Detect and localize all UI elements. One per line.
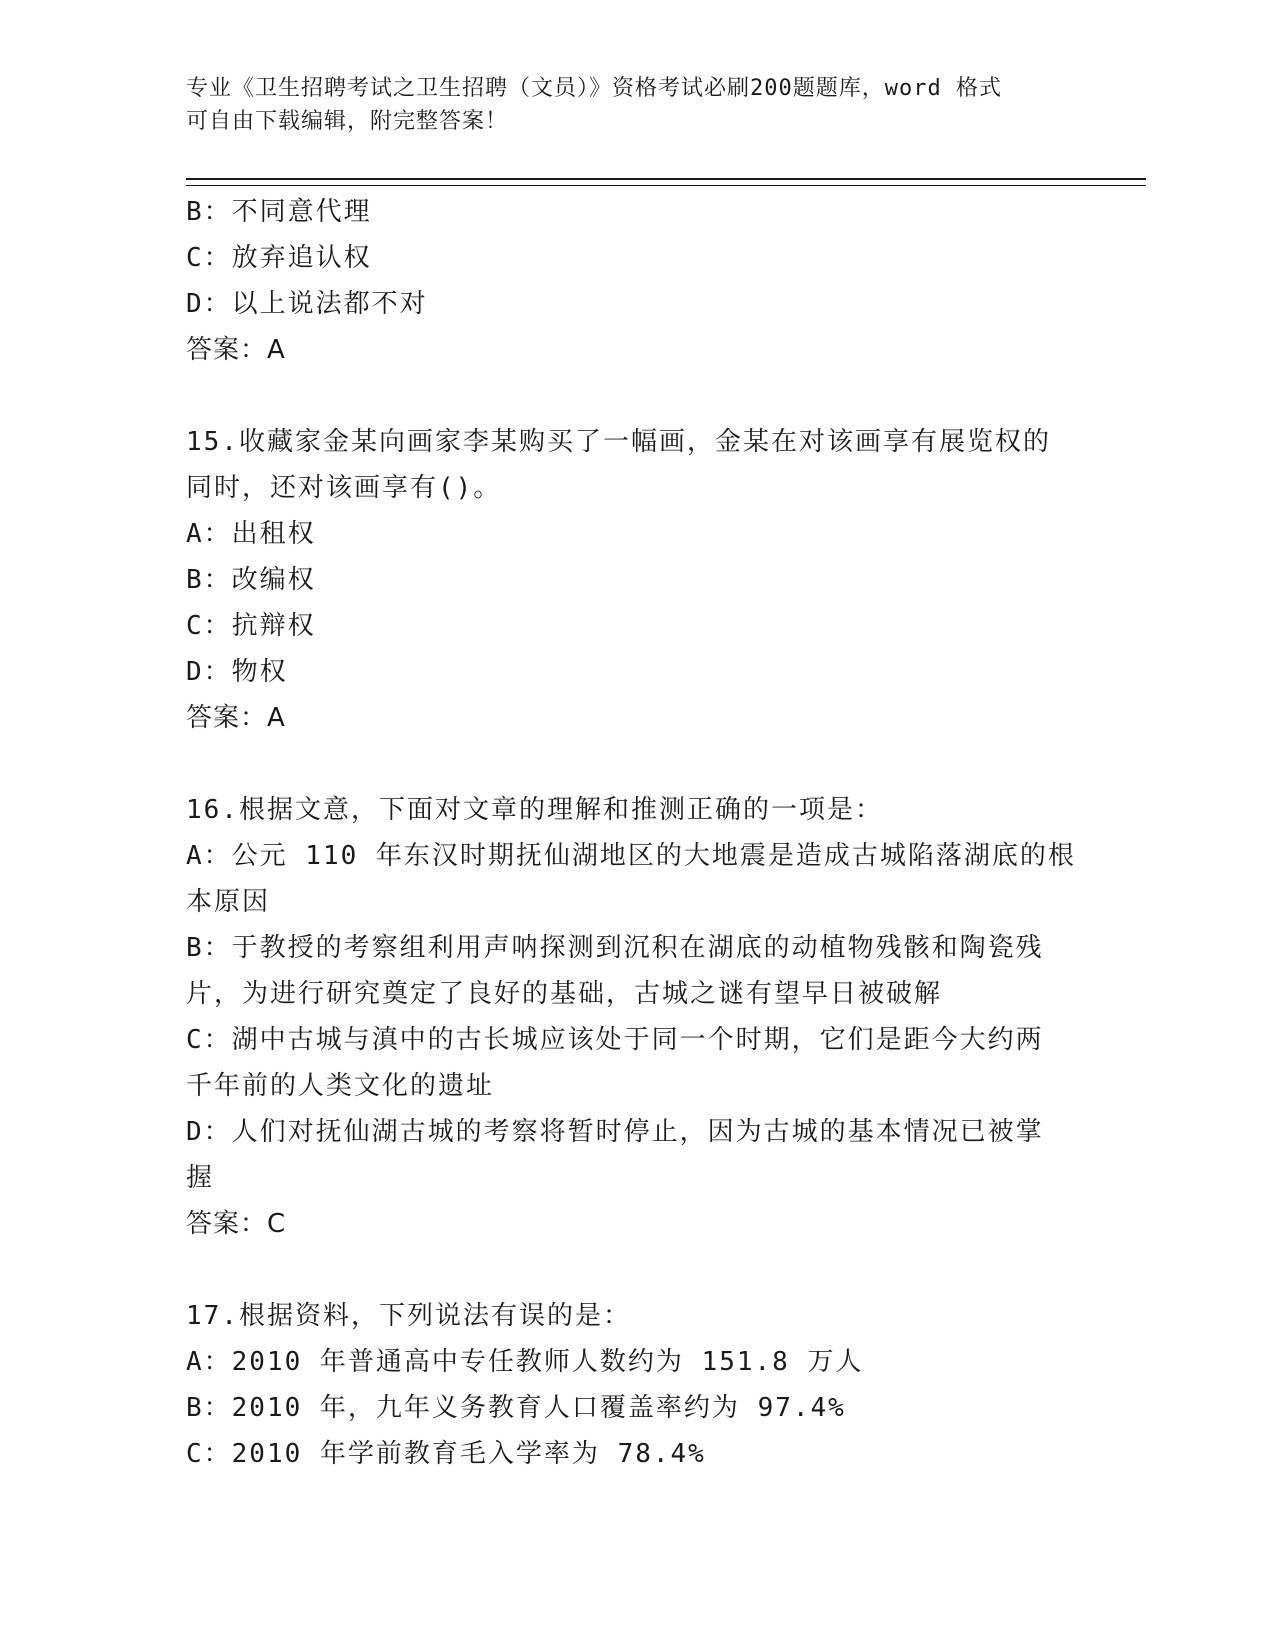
question-17 [186, 1293, 1086, 1477]
option-a: A：2010 年普通高中专任教师人数约为 151.8 万人 [186, 1347, 864, 1377]
header-divider [186, 178, 1146, 186]
option-a-continued: 本原因 [186, 887, 271, 917]
header-line-2: 可自由下载编辑，附完整答案！ [186, 109, 509, 134]
option-d-continued: 握 [186, 1163, 215, 1193]
answer-line: 答案：C [186, 1209, 287, 1239]
question-15 [186, 419, 1086, 741]
option-d: D：人们对抚仙湖古城的考察将暂时停止，因为古城的基本情况已被掌 [186, 1117, 1044, 1147]
question-stem: 15.收藏家金某向画家李某购买了一幅画，金某在对该画享有展览权的 [186, 427, 1051, 457]
question-16 [186, 787, 1086, 1247]
spacer [186, 373, 1086, 419]
option-b-continued: 片，为进行研究奠定了良好的基础，古城之谜有望早日被破解 [186, 979, 943, 1009]
option-a: A：出租权 [186, 519, 316, 549]
question-stem: 16.根据文意，下面对文章的理解和推测正确的一项是： [186, 795, 883, 825]
option-c-continued: 千年前的人类文化的遗址 [186, 1071, 495, 1101]
header-line-1: 专业《卫生招聘考试之卫生招聘（文员）》资格考试必刷200题题库，word 格式 [186, 76, 1002, 101]
option-c: C：2010 年学前教育毛入学率为 78.4% [186, 1439, 706, 1469]
option-b: B：2010 年，九年义务教育人口覆盖率约为 97.4% [186, 1393, 846, 1423]
spacer [186, 1247, 1086, 1293]
option-b: B：不同意代理 [186, 197, 372, 227]
option-c: C：放弃追认权 [186, 243, 372, 273]
option-b: B：改编权 [186, 565, 316, 595]
option-a: A：公元 110 年东汉时期抚仙湖地区的大地震是造成古城陷落湖底的根 [186, 841, 1076, 871]
answer-line: 答案：A [186, 335, 286, 365]
answer-line: 答案：A [186, 703, 286, 733]
option-c: C：湖中古城与滇中的古长城应该处于同一个时期，它们是距今大约两 [186, 1025, 1044, 1055]
option-d: D：以上说法都不对 [186, 289, 428, 319]
spacer [186, 741, 1086, 787]
document-header [186, 72, 1086, 138]
question-stem-continued: 同时，还对该画享有()。 [186, 473, 502, 503]
question-14-tail [186, 189, 1086, 373]
option-d: D：物权 [186, 657, 288, 687]
document-body [186, 189, 1086, 1477]
option-b: B：于教授的考察组利用声呐探测到沉积在湖底的动植物残骸和陶瓷残 [186, 933, 1044, 963]
question-stem: 17.根据资料，下列说法有误的是： [186, 1301, 631, 1331]
option-c: C：抗辩权 [186, 611, 316, 641]
